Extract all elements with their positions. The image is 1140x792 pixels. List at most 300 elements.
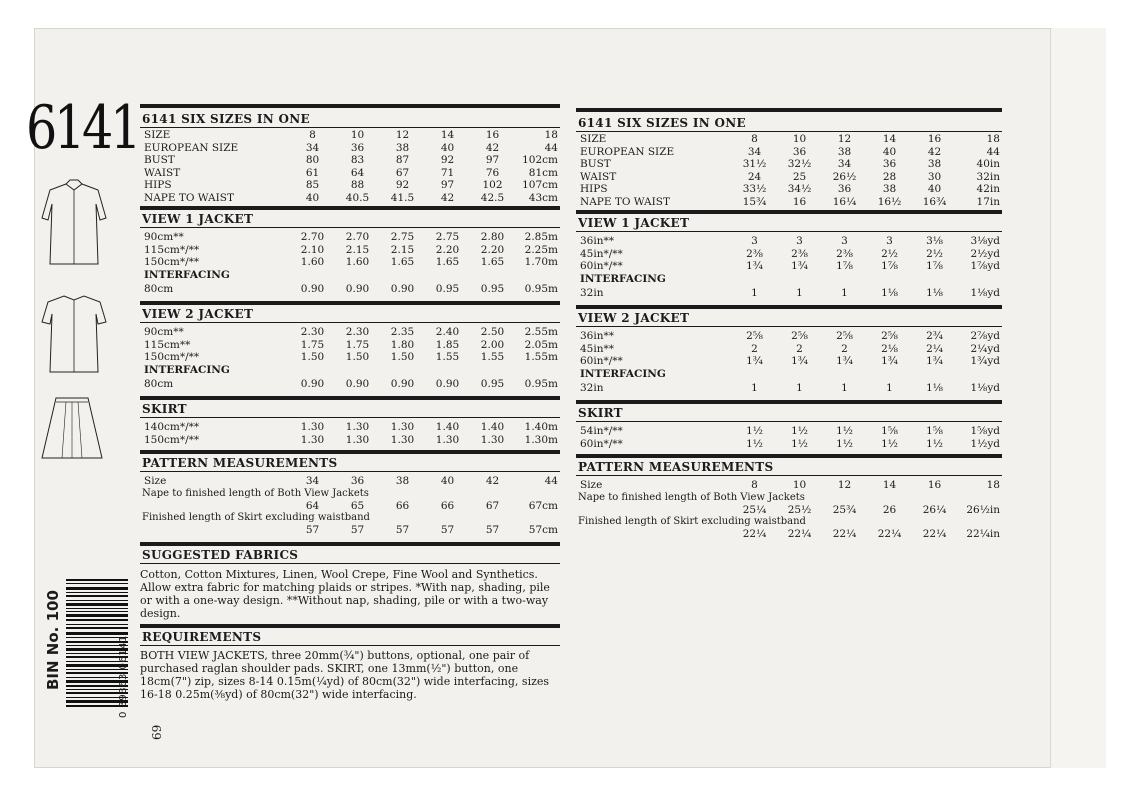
cell-value: 1.55 bbox=[480, 351, 505, 363]
cell-value: 2.10 bbox=[300, 243, 325, 256]
skirt-yardage-table bbox=[140, 421, 560, 446]
row-label: 45in** bbox=[580, 342, 614, 355]
cell-value: 26¼ bbox=[922, 503, 947, 516]
cell-value: 0.90 bbox=[390, 377, 415, 390]
row-label: 150cm*/** bbox=[144, 433, 200, 446]
nape-label-imperial: Nape to finished length of Both View Jackets bbox=[578, 491, 805, 503]
cell-value: 66 bbox=[395, 499, 410, 512]
cell-value: 2⅜ bbox=[836, 247, 853, 260]
row-label: EUROPEAN SIZE bbox=[144, 141, 239, 154]
cell-value: 1.40 bbox=[435, 421, 460, 433]
cell-value: 41.5 bbox=[390, 191, 415, 204]
cell-value: 1.65 bbox=[480, 256, 505, 268]
table-row bbox=[140, 421, 560, 434]
cell-value: 22¼ bbox=[742, 528, 767, 540]
cell-value: 16 bbox=[792, 195, 807, 208]
cell-value: 88 bbox=[350, 179, 365, 191]
cell-value: 16 bbox=[927, 133, 942, 145]
cell-value: 92 bbox=[395, 179, 410, 191]
cell-value: 102cm bbox=[522, 154, 558, 166]
row-label: 36in** bbox=[580, 235, 614, 247]
row-label: 140cm*/** bbox=[144, 421, 200, 433]
cell-value: 34 bbox=[837, 158, 852, 170]
cell-value: 2.70 bbox=[300, 231, 325, 243]
cell-value: 22¼ bbox=[832, 528, 857, 540]
cell-value: 22¼ bbox=[922, 528, 947, 540]
cell-value: 1.70m bbox=[524, 256, 558, 268]
row-label: 90cm** bbox=[144, 231, 184, 243]
cell-value: 1.30 bbox=[345, 421, 370, 433]
cell-value: 28 bbox=[882, 170, 897, 183]
cell-value: 57 bbox=[440, 524, 455, 536]
row-label: Size bbox=[144, 475, 167, 487]
cell-value: 8 bbox=[751, 479, 758, 491]
cell-value: 1⅝yd bbox=[970, 425, 1000, 437]
cell-value: 26½in bbox=[966, 503, 1000, 516]
nape-length-row bbox=[140, 500, 560, 513]
cell-value: 44 bbox=[544, 475, 558, 487]
cell-value: 1.30 bbox=[345, 433, 370, 446]
row-label: 115cm** bbox=[144, 338, 191, 351]
cell-value: 2.70 bbox=[345, 231, 370, 243]
cell-value: 1.85 bbox=[435, 338, 460, 351]
cell-value: 1.60 bbox=[300, 256, 325, 268]
cell-value: 26 bbox=[882, 503, 897, 516]
table-row bbox=[140, 281, 560, 297]
cell-value: 1¾yd bbox=[970, 355, 1000, 367]
cell-value: 3 bbox=[751, 235, 758, 247]
cell-value: 1⅝ bbox=[881, 425, 898, 437]
cell-value: 14 bbox=[882, 479, 897, 491]
row-label: SIZE bbox=[580, 133, 607, 145]
cell-value: 64 bbox=[305, 499, 320, 512]
cell-value: 1½ bbox=[881, 437, 898, 450]
cell-value: 1.65 bbox=[390, 256, 415, 268]
cell-value: 33½ bbox=[742, 183, 767, 195]
cell-value: 2½yd bbox=[970, 247, 1000, 260]
cell-value: 2 bbox=[796, 342, 803, 355]
pattern-size-row bbox=[140, 475, 560, 488]
cell-value: 10 bbox=[350, 129, 365, 141]
table-row bbox=[140, 500, 560, 513]
view1-title: VIEW 1 JACKET bbox=[142, 212, 254, 226]
cell-value: 2⅜ bbox=[746, 247, 763, 260]
cell-value: 1⅛ bbox=[926, 381, 943, 394]
table-row bbox=[140, 326, 560, 339]
cell-value: 44 bbox=[544, 141, 558, 154]
skirt-length-row bbox=[140, 524, 560, 537]
cell-value: 2⅝ bbox=[791, 330, 808, 342]
cell-value: 2.50 bbox=[480, 326, 505, 338]
cell-value: 2⅝ bbox=[836, 330, 853, 342]
table-row bbox=[140, 376, 560, 392]
cell-value: 36 bbox=[792, 145, 807, 158]
text-line: 18cm(7") zip, sizes 8-14 0.15m(¼yd) of 80cm(32") wide interfacing, sizes bbox=[140, 674, 550, 688]
text-line: purchased raglan shoulder pads. SKIRT, one 13mm(½") button, one bbox=[140, 661, 519, 675]
cell-value: 38 bbox=[395, 141, 410, 154]
interfacing-label: INTERFACING bbox=[144, 363, 230, 376]
cell-value: 57 bbox=[485, 524, 500, 536]
cell-value: 3 bbox=[841, 235, 848, 247]
cell-value: 42in bbox=[976, 183, 1000, 195]
cell-value: 1.30 bbox=[480, 433, 505, 446]
interfacing-subhead bbox=[140, 364, 560, 377]
cell-value: 2.30 bbox=[300, 326, 325, 338]
cell-value: 2 bbox=[751, 342, 758, 355]
cell-value: 22¼ bbox=[787, 528, 812, 540]
cell-value: 2.40 bbox=[435, 326, 460, 338]
cell-value: 1.30 bbox=[435, 433, 460, 446]
cell-value: 42 bbox=[485, 475, 500, 487]
cell-value: 1¾ bbox=[926, 355, 943, 367]
upc-code: 0 39363 06141 bbox=[118, 635, 129, 718]
cell-value: 12 bbox=[395, 129, 410, 141]
cell-value: 36 bbox=[350, 475, 365, 487]
cell-value: 1¾ bbox=[881, 355, 898, 367]
cell-value: 1½ bbox=[791, 437, 808, 450]
table-row bbox=[140, 244, 560, 257]
cell-value: 1⅞ bbox=[881, 260, 898, 272]
cell-value: 2 bbox=[841, 342, 848, 355]
cell-value: 1⅛yd bbox=[970, 286, 1000, 299]
sizes-header: 6141 SIX SIZES IN ONE bbox=[142, 112, 311, 126]
cell-value: 22¼ bbox=[877, 528, 902, 540]
bin-number: BIN No. 100 bbox=[44, 590, 62, 690]
cell-value: 1.50 bbox=[300, 351, 325, 363]
cell-value: 1.40 bbox=[480, 421, 505, 433]
view2-yardage-table bbox=[140, 326, 560, 392]
text-line: Allow extra fabric for matching plaids or stripes. *With nap, shading, pile bbox=[140, 580, 550, 594]
cell-value: 38 bbox=[837, 145, 852, 158]
text-line: or with a one-way design. **Without nap, shading, pile or with a two-way bbox=[140, 593, 549, 607]
nape-label: Nape to finished length of Both View Jackets bbox=[142, 487, 369, 499]
requirements-title: REQUIREMENTS bbox=[142, 629, 262, 644]
cell-value: 40 bbox=[440, 475, 455, 487]
cell-value: 64 bbox=[350, 166, 365, 179]
cell-value: 2.20 bbox=[435, 243, 460, 256]
cell-value: 3⅛yd bbox=[970, 235, 1000, 247]
cell-value: 3 bbox=[886, 235, 893, 247]
cell-value: 8 bbox=[309, 129, 316, 141]
cell-value: 44 bbox=[986, 145, 1000, 158]
cell-value: 1⅝ bbox=[926, 425, 943, 437]
table-row bbox=[140, 339, 560, 352]
fabrics-text bbox=[140, 568, 560, 620]
cell-value: 15¾ bbox=[742, 195, 767, 208]
cell-value: 2.05m bbox=[524, 338, 558, 351]
table-row bbox=[576, 504, 1002, 517]
cell-value: 1¾ bbox=[746, 355, 763, 367]
cell-value: 1½ bbox=[926, 437, 943, 450]
cell-value: 16½ bbox=[877, 195, 902, 208]
cell-value: 87 bbox=[395, 154, 410, 166]
table-row bbox=[140, 524, 560, 537]
table-row bbox=[140, 256, 560, 269]
table-row bbox=[576, 425, 1002, 438]
cell-value: 1.55m bbox=[524, 351, 558, 363]
cell-value: 16 bbox=[927, 479, 942, 491]
cell-value: 0.90 bbox=[435, 377, 460, 390]
interfacing-label: INTERFACING bbox=[144, 268, 230, 281]
cell-value: 3⅛ bbox=[926, 235, 943, 247]
cell-value: 57 bbox=[350, 524, 365, 536]
cell-value: 67 bbox=[395, 166, 410, 179]
cell-value: 1.55 bbox=[435, 351, 460, 363]
cell-value: 25½ bbox=[787, 503, 812, 516]
cell-value: 1¾ bbox=[836, 355, 853, 367]
text-line: design. bbox=[140, 606, 181, 620]
row-label: HIPS bbox=[580, 183, 608, 195]
cell-value: 1.50 bbox=[390, 351, 415, 363]
view1-yardage-table-imperial bbox=[576, 235, 1002, 301]
skirt-length-label: Finished length of Skirt excluding waistband bbox=[142, 512, 370, 523]
cell-value: 10 bbox=[792, 133, 807, 145]
table-row bbox=[576, 330, 1002, 343]
cell-value: 1⅛yd bbox=[970, 381, 1000, 394]
cell-value: 0.90 bbox=[345, 377, 370, 390]
table-row bbox=[140, 192, 560, 205]
cell-value: 25¼ bbox=[742, 503, 767, 516]
cell-value: 67 bbox=[485, 499, 500, 512]
cell-value: 2.80 bbox=[480, 231, 505, 243]
cell-value: 1.30 bbox=[390, 421, 415, 433]
cell-value: 0.95 bbox=[480, 282, 505, 295]
table-row bbox=[140, 142, 560, 155]
page-number: 69 bbox=[150, 724, 164, 740]
cell-value: 2⅞yd bbox=[970, 330, 1000, 342]
pattern-number: 6141 bbox=[26, 93, 139, 163]
cell-value: 1 bbox=[841, 286, 848, 299]
envelope-flap bbox=[1050, 28, 1106, 768]
cell-value: 16¼ bbox=[832, 195, 857, 208]
table-row bbox=[576, 285, 1002, 301]
text-line: 16-18 0.25m(⅜yd) of 80cm(32") wide interfacing. bbox=[140, 687, 417, 701]
view1-yardage-table bbox=[140, 231, 560, 297]
cell-value: 0.95 bbox=[480, 377, 505, 390]
interfacing-subhead bbox=[576, 368, 1002, 381]
imperial-column bbox=[576, 108, 1002, 541]
table-row bbox=[576, 355, 1002, 368]
cell-value: 2.75 bbox=[435, 231, 460, 243]
cell-value: 0.90 bbox=[390, 282, 415, 295]
cell-value: 1½ bbox=[746, 437, 763, 450]
row-label: 54in*/** bbox=[580, 425, 623, 437]
skirt-length-label-imperial: Finished length of Skirt excluding waistband bbox=[578, 516, 806, 527]
cell-value: 0.95m bbox=[524, 282, 558, 295]
cell-value: 1⅞ bbox=[836, 260, 853, 272]
table-row bbox=[576, 235, 1002, 248]
cell-value: 1 bbox=[751, 381, 758, 394]
cell-value: 1 bbox=[841, 381, 848, 394]
table-row bbox=[140, 167, 560, 180]
cell-value: 10 bbox=[792, 479, 807, 491]
cell-value: 34 bbox=[747, 145, 762, 158]
cell-value: 42 bbox=[440, 191, 455, 204]
pattern-measurements-title: PATTERN MEASUREMENTS bbox=[142, 456, 338, 470]
cell-value: 1.30 bbox=[300, 421, 325, 433]
row-label: 32in bbox=[580, 286, 604, 299]
cell-value: 1⅛ bbox=[926, 286, 943, 299]
cell-value: 42 bbox=[485, 141, 500, 154]
cell-value: 2¾ bbox=[926, 330, 943, 342]
cell-value: 0.90 bbox=[300, 377, 325, 390]
table-row bbox=[576, 380, 1002, 396]
cell-value: 22¼in bbox=[966, 528, 1000, 540]
cell-value: 85 bbox=[305, 179, 320, 191]
cell-value: 1¾ bbox=[746, 260, 763, 272]
cell-value: 38 bbox=[395, 475, 410, 487]
cell-value: 1¾ bbox=[791, 355, 808, 367]
text-line: Cotton, Cotton Mixtures, Linen, Wool Crepe, Fine Wool and Synthetics. bbox=[140, 567, 538, 581]
cell-value: 17in bbox=[976, 195, 1000, 208]
skirt-title: SKIRT bbox=[142, 402, 187, 416]
metric-column bbox=[140, 104, 560, 701]
row-label: 80cm bbox=[144, 282, 174, 295]
cell-value: 2⅛ bbox=[881, 342, 898, 355]
cell-value: 1.40m bbox=[524, 421, 558, 433]
cell-value: 1 bbox=[796, 286, 803, 299]
cell-value: 67cm bbox=[528, 499, 558, 512]
cell-value: 2½ bbox=[926, 247, 943, 260]
table-row bbox=[576, 438, 1002, 451]
cell-value: 2.30 bbox=[345, 326, 370, 338]
cell-value: 97 bbox=[440, 179, 455, 191]
row-label: WAIST bbox=[580, 170, 617, 183]
cell-value: 24 bbox=[747, 170, 762, 183]
cell-value: 2.00 bbox=[480, 338, 505, 351]
cell-value: 1.30m bbox=[524, 433, 558, 446]
cell-value: 1 bbox=[751, 286, 758, 299]
row-label: 45in*/** bbox=[580, 247, 623, 260]
table-row bbox=[576, 479, 1002, 492]
cell-value: 36 bbox=[882, 158, 897, 170]
cell-value: 2.55m bbox=[524, 326, 558, 338]
cell-value: 2.15 bbox=[390, 243, 415, 256]
cell-value: 40 bbox=[305, 191, 320, 204]
row-label: 90cm** bbox=[144, 326, 184, 338]
cell-value: 40.5 bbox=[345, 191, 370, 204]
table-row bbox=[576, 183, 1002, 196]
cell-value: 34 bbox=[305, 141, 320, 154]
cell-value: 2⅝ bbox=[746, 330, 763, 342]
cell-value: 1¾ bbox=[791, 260, 808, 272]
cell-value: 36 bbox=[350, 141, 365, 154]
cell-value: 18 bbox=[986, 133, 1000, 145]
cell-value: 25¾ bbox=[832, 503, 857, 516]
cell-value: 2.15 bbox=[345, 243, 370, 256]
row-label: Size bbox=[580, 479, 603, 491]
body-measurements-table bbox=[140, 129, 560, 204]
cell-value: 2½ bbox=[881, 247, 898, 260]
row-label: EUROPEAN SIZE bbox=[580, 145, 675, 158]
table-row bbox=[576, 248, 1002, 261]
cell-value: 0.95m bbox=[524, 377, 558, 390]
row-label: 60in*/** bbox=[580, 260, 623, 272]
row-label: BUST bbox=[580, 158, 611, 170]
row-label: WAIST bbox=[144, 166, 181, 179]
cell-value: 40 bbox=[440, 141, 455, 154]
table-row bbox=[576, 196, 1002, 209]
table-row bbox=[140, 154, 560, 167]
cell-value: 1.80 bbox=[390, 338, 415, 351]
cell-value: 0.90 bbox=[345, 282, 370, 295]
cell-value: 71 bbox=[440, 166, 455, 179]
view1-title-imperial: VIEW 1 JACKET bbox=[578, 216, 690, 230]
interfacing-subhead bbox=[140, 269, 560, 282]
table-row bbox=[576, 343, 1002, 356]
cell-value: 1.65 bbox=[435, 256, 460, 268]
row-label: 150cm*/** bbox=[144, 351, 200, 363]
cell-value: 2¼ bbox=[926, 342, 943, 355]
sizes-header-imperial: 6141 SIX SIZES IN ONE bbox=[578, 116, 747, 130]
table-row bbox=[576, 158, 1002, 171]
cell-value: 42 bbox=[927, 145, 942, 158]
table-row bbox=[140, 351, 560, 364]
table-row bbox=[140, 179, 560, 192]
row-label: 36in** bbox=[580, 330, 614, 342]
cell-value: 40 bbox=[927, 183, 942, 195]
cell-value: 43cm bbox=[528, 191, 558, 204]
cell-value: 76 bbox=[485, 166, 500, 179]
jacket-view1-sketch bbox=[38, 178, 110, 270]
skirt-title-imperial: SKIRT bbox=[578, 406, 623, 420]
cell-value: 1½ bbox=[746, 425, 763, 437]
cell-value: 18 bbox=[986, 479, 1000, 491]
cell-value: 25 bbox=[792, 170, 807, 183]
rule bbox=[140, 104, 560, 108]
row-label: 115cm*/** bbox=[144, 243, 200, 256]
cell-value: 83 bbox=[350, 154, 365, 166]
table-row bbox=[140, 129, 560, 142]
row-label: 60in*/** bbox=[580, 355, 623, 367]
cell-value: 31½ bbox=[742, 158, 767, 170]
skirt-length-row-imperial bbox=[576, 528, 1002, 541]
view2-title-imperial: VIEW 2 JACKET bbox=[578, 311, 690, 325]
view2-title: VIEW 2 JACKET bbox=[142, 307, 254, 321]
cell-value: 1.75 bbox=[345, 338, 370, 351]
cell-value: 1.60 bbox=[345, 256, 370, 268]
jacket-view2-sketch bbox=[38, 292, 110, 376]
nape-length-row-imperial bbox=[576, 504, 1002, 517]
cell-value: 32½ bbox=[787, 158, 812, 170]
row-label: 80cm bbox=[144, 377, 174, 390]
cell-value: 1⅞ bbox=[926, 260, 943, 272]
cell-value: 38 bbox=[927, 158, 942, 170]
cell-value: 0.90 bbox=[300, 282, 325, 295]
row-label: NAPE TO WAIST bbox=[144, 191, 234, 204]
cell-value: 16¾ bbox=[922, 195, 947, 208]
cell-value: 36 bbox=[837, 183, 852, 195]
cell-value: 102 bbox=[482, 179, 503, 191]
cell-value: 34½ bbox=[787, 183, 812, 195]
cell-value: 12 bbox=[837, 133, 852, 145]
pattern-size-row-imperial bbox=[576, 479, 1002, 492]
cell-value: 2.25m bbox=[524, 243, 558, 256]
cell-value: 0.95 bbox=[435, 282, 460, 295]
skirt-sketch bbox=[38, 394, 106, 464]
cell-value: 1½ bbox=[791, 425, 808, 437]
table-row bbox=[576, 260, 1002, 273]
cell-value: 66 bbox=[440, 499, 455, 512]
cell-value: 30 bbox=[927, 170, 942, 183]
cell-value: 92 bbox=[440, 154, 455, 166]
row-label: SIZE bbox=[144, 129, 171, 141]
table-row bbox=[140, 475, 560, 488]
cell-value: 2.75 bbox=[390, 231, 415, 243]
row-label: 32in bbox=[580, 381, 604, 394]
cell-value: 1½yd bbox=[970, 437, 1000, 450]
row-label: NAPE TO WAIST bbox=[580, 195, 670, 208]
